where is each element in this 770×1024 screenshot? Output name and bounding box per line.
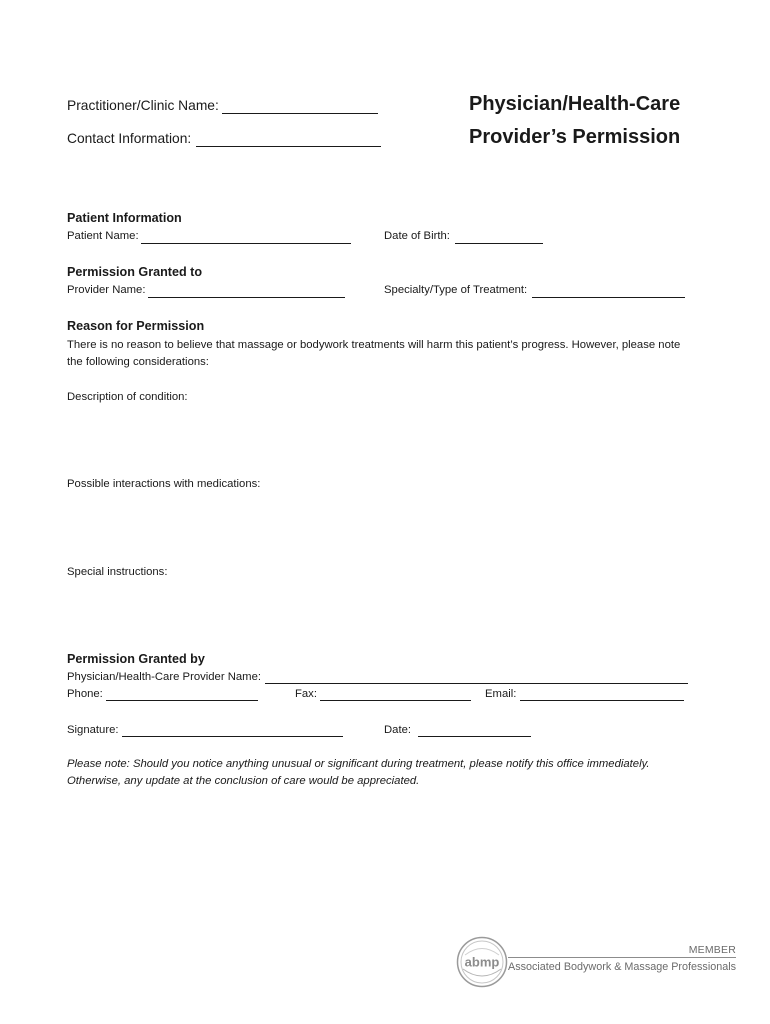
signature-label: Signature:	[67, 724, 119, 736]
abmp-logo-icon	[456, 936, 508, 988]
practitioner-clinic-name-field[interactable]	[222, 102, 378, 114]
medication-interactions-label: Possible interactions with medications:	[67, 478, 261, 490]
physician-provider-name-label: Physician/Health-Care Provider Name:	[67, 671, 262, 683]
note-line-2: Otherwise, any update at the conclusion of care would be appreciated.	[67, 775, 420, 787]
date-of-birth-label: Date of Birth:	[384, 230, 450, 242]
fax-field[interactable]	[320, 689, 471, 701]
permission-granted-to-heading: Permission Granted to	[67, 265, 203, 279]
provider-name-field[interactable]	[148, 286, 345, 298]
patient-name-field[interactable]	[141, 232, 351, 244]
patient-name-label: Patient Name:	[67, 230, 139, 242]
email-label: Email:	[485, 688, 517, 700]
permission-granted-by-heading: Permission Granted by	[67, 652, 205, 666]
contact-information-label: Contact Information:	[67, 131, 192, 146]
fax-label: Fax:	[295, 688, 317, 700]
physician-provider-name-field[interactable]	[265, 672, 688, 684]
reason-text-line-1: There is no reason to believe that massage or bodywork treatments will harm this patient’s progress. However, please note	[67, 339, 681, 351]
logo-divider	[508, 957, 736, 958]
date-field[interactable]	[418, 725, 531, 737]
patient-information-heading: Patient Information	[67, 211, 182, 225]
date-label: Date:	[384, 724, 412, 736]
reason-for-permission-heading: Reason for Permission	[67, 319, 205, 333]
page-title-line-1: Physician/Health-Care	[469, 93, 681, 115]
page-title-line-2: Provider’s Permission	[469, 126, 681, 148]
email-field[interactable]	[520, 689, 684, 701]
special-instructions-label: Special instructions:	[67, 566, 168, 578]
reason-text-line-2: the following considerations:	[67, 356, 209, 368]
provider-name-label: Provider Name:	[67, 284, 146, 296]
specialty-treatment-label: Specialty/Type of Treatment:	[384, 284, 528, 296]
phone-label: Phone:	[67, 688, 103, 700]
date-of-birth-field[interactable]	[455, 232, 543, 244]
specialty-treatment-field[interactable]	[532, 286, 685, 298]
contact-information-field[interactable]	[196, 135, 381, 147]
practitioner-clinic-name-label: Practitioner/Clinic Name:	[67, 98, 219, 113]
description-of-condition-label: Description of condition:	[67, 391, 188, 403]
note-line-1: Please note: Should you notice anything unusual or significant during treatment, please notify this office immediately.	[67, 758, 650, 770]
member-label: MEMBER	[688, 944, 736, 956]
abmp-logo-text: abmp	[464, 954, 500, 970]
signature-field[interactable]	[122, 725, 343, 737]
phone-field[interactable]	[106, 689, 258, 701]
organization-name: Associated Bodywork & Massage Professionals	[508, 961, 737, 973]
